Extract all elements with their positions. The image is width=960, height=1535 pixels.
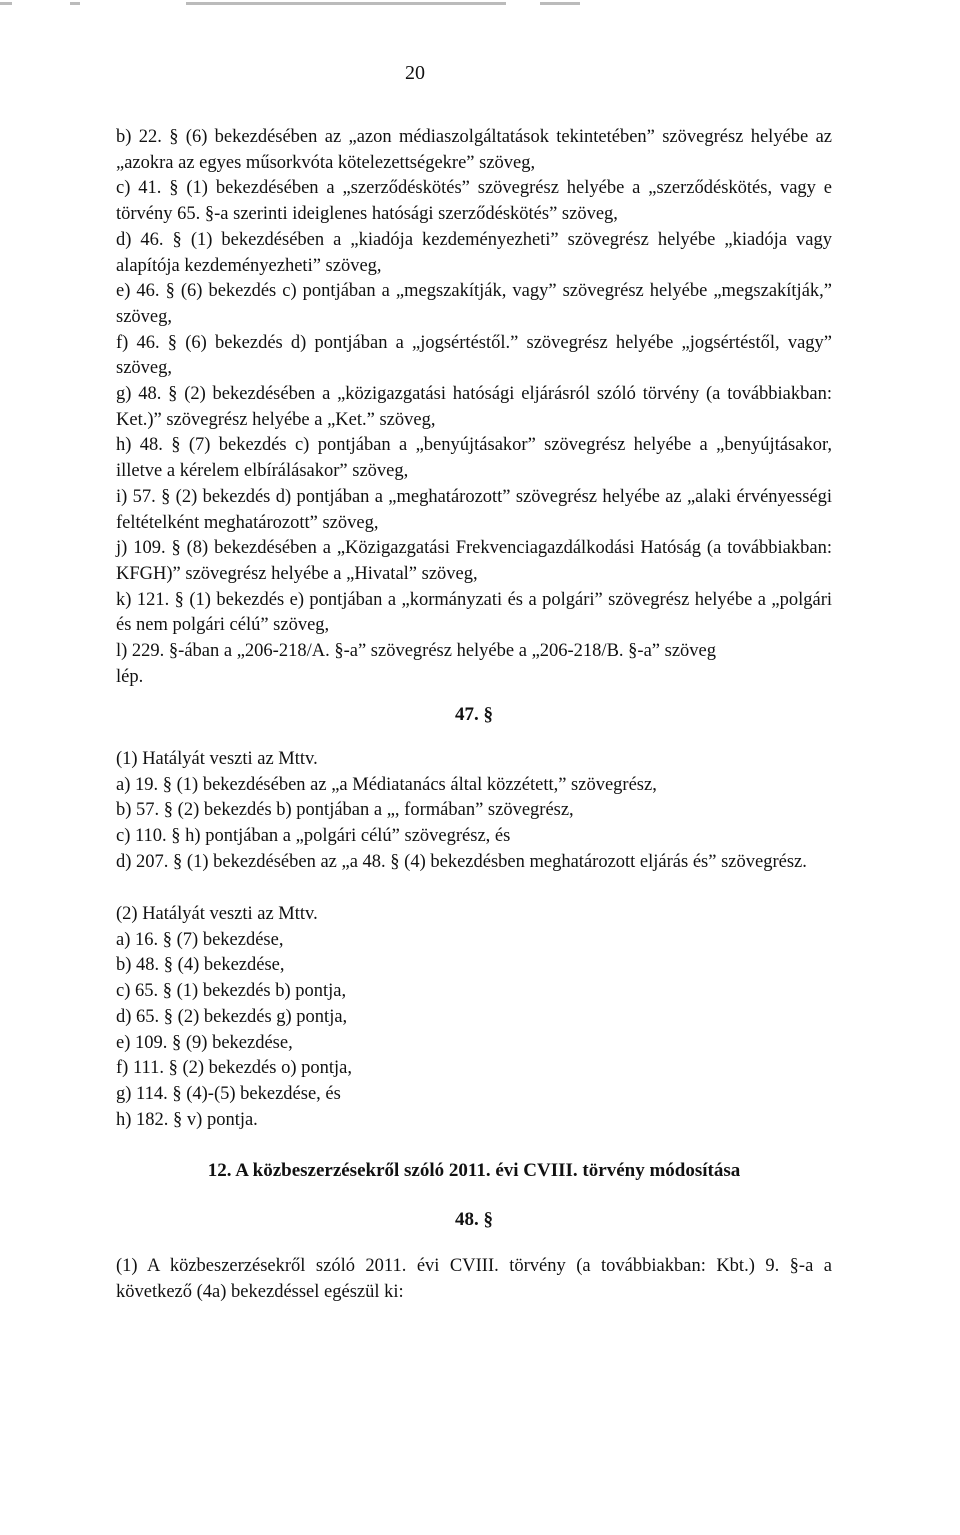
scan-header-artifact — [0, 0, 960, 8]
amendment-item-d: d) 46. § (1) bekezdésében a „kiadója kezdeményezheti” szövegrész helyébe „kiadója vagy alapítója kezdeményezheti” szöveg, — [116, 229, 832, 276]
amendment-list — [116, 125, 832, 690]
section-47-para-2 — [116, 902, 832, 1133]
section-47-para-2-item: d) 65. § (2) bekezdés g) pontja, — [116, 1006, 348, 1027]
chapter-title: 12. A közbeszerzésekről szóló 2011. évi CVIII. törvény módosítása — [207, 1160, 741, 1181]
amendment-closing: lép. — [116, 666, 144, 687]
amendment-item-f: f) 46. § (6) bekezdés d) pontjában a „jogsértéstől.” szövegrész helyébe „jogsértéstől, vagy” szöveg, — [116, 332, 832, 379]
section-47-para-2-intro: (2) Hatályát veszti az Mttv. — [116, 904, 318, 924]
section-47-para-1-item: c) 110. § h) pontjában a „polgári célú” szövegrész, és — [116, 826, 511, 847]
section-47-para-1-item: b) 57. § (2) bekezdés b) pontjában a „, formában” szövegrész, — [116, 800, 574, 821]
section-47-para-1-item: d) 207. § (1) bekezdésében az „a 48. § (4) bekezdésben meghatározott eljárás és” szövegrész. — [116, 851, 807, 872]
section-47-para-1 — [116, 747, 832, 876]
section-47-para-1-item: a) 19. § (1) bekezdésében az „a Médiatanács által közzétett,” szövegrész, — [116, 774, 657, 795]
section-47-para-2-item: a) 16. § (7) bekezdése, — [116, 929, 284, 950]
amendment-item-b: b) 22. § (6) bekezdésében az „azon médiaszolgáltatások tekintetében” szövegrész helyébe az „azokra az egyes műsorkvóta kötelezettségekre” szöveg, — [116, 127, 832, 173]
amendment-item-l: l) 229. §-ában a „206-218/A. §-a” szövegrész helyébe a „206-218/B. §-a” szöveg — [116, 641, 716, 662]
amendment-item-c: c) 41. § (1) bekezdésében a „szerződéskötés” szövegrész helyébe a „szerződéskötés, vagy e törvény 65. §-a szerinti ideiglenes hatósági szerződéskötés” szöveg, — [116, 178, 832, 225]
section-48-title: 48. § — [455, 1209, 493, 1230]
section-47-para-2-item: b) 48. § (4) bekezdése, — [116, 955, 285, 976]
section-47-para-2-item: e) 109. § (9) bekezdése, — [116, 1032, 293, 1053]
amendment-item-j: j) 109. § (8) bekezdésében a „Közigazgatási Frekvenciagazdálkodási Hatóság (a továbbiakban: KFGH)” szövegrész helyébe a „Hivatal” szöveg, — [116, 538, 832, 584]
page-number: 20 — [405, 62, 425, 84]
section-47-para-2-item: f) 111. § (2) bekezdés o) pontja, — [116, 1058, 352, 1079]
amendment-item-e: e) 46. § (6) bekezdés c) pontjában a „megszakítják, vagy” szövegrész helyébe „megszakítják,” szöveg, — [116, 281, 832, 327]
section-47-para-2-item: g) 114. § (4)-(5) bekezdése, és — [116, 1083, 341, 1104]
section-48-para-1-text: (1) A közbeszerzésekről szóló 2011. évi CVIII. törvény (a továbbiakban: Kbt.) 9. §-a a következő (4a) bekezdéssel egészül ki: — [116, 1256, 832, 1302]
section-48-para-1 — [116, 1254, 832, 1305]
amendment-item-i: i) 57. § (2) bekezdés d) pontjában a „meghatározott” szövegrész helyébe az „alaki érvényességi feltételként meghatározott” szöveg, — [116, 486, 832, 533]
amendment-item-h: h) 48. § (7) bekezdés c) pontjában a „benyújtásakor” szövegrész helyébe a „benyújtásakor, illetve a kérelem elbírálásakor” szöveg, — [116, 435, 832, 482]
section-47-para-1-intro: (1) Hatályát veszti az Mttv. — [116, 749, 318, 769]
amendment-item-k: k) 121. § (1) bekezdés e) pontjában a „kormányzati és a polgári” szövegrész helyébe a „polgári és nem polgári célú” szöveg, — [116, 589, 832, 636]
section-47-title: 47. § — [455, 704, 493, 725]
amendment-item-g: g) 48. § (2) bekezdésében a „közigazgatási hatósági eljárásról szóló törvény (a továbbiakban: Ket.)” szövegrész helyébe a „Ket.” szöveg, — [116, 384, 832, 430]
section-47-para-2-item: h) 182. § v) pontja. — [116, 1109, 258, 1130]
section-47-para-2-item: c) 65. § (1) bekezdés b) pontja, — [116, 981, 347, 1002]
